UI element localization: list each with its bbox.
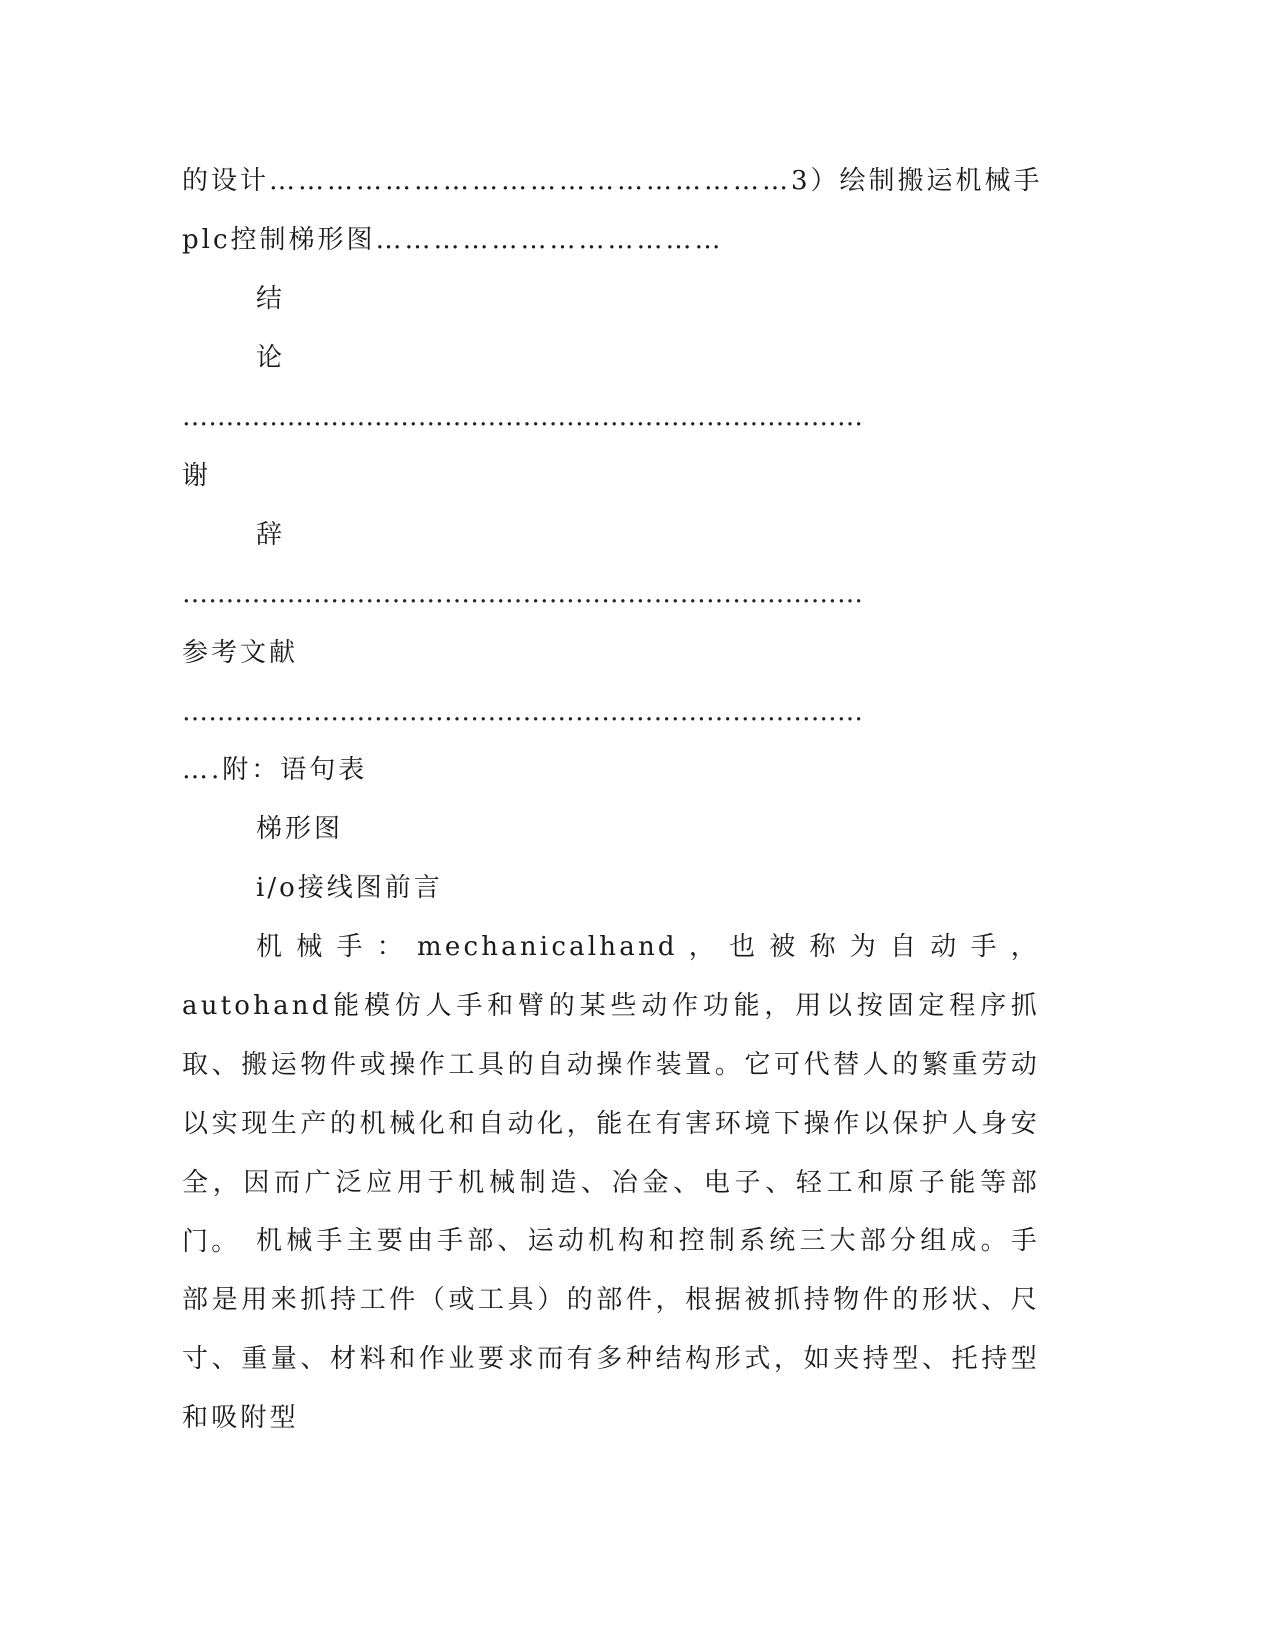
toc-thanks-char-1: 谢 — [182, 461, 212, 491]
toc-leader-dots: …………………………………………………………………… — [182, 697, 864, 727]
toc-conclusion-char-1: 结 — [256, 284, 286, 314]
body-paragraph-1: 机械手：mechanicalhand，也被称为自动手，autohand能模仿人手和臂的某些动作功能，用以按固定程序抓取、搬运物件或操作工具的自动操作装置。它可代替人的繁重劳动以实现生产的机械化和自动化，能在有害环境下操作以保护人身安全，因而广泛应用于机械制造、冶金、电子、轻工和原子能等部门。 — [182, 932, 1040, 1257]
toc-appendix-statements: ….附：语句表 — [182, 755, 368, 785]
toc-io-wiring-preface: i/o接线图前言 — [256, 873, 443, 903]
body-paragraph-2: 机械手主要由手部、运动机构和控制系统三大部分组成。手部是用来抓持工件（或工具）的部件，根据被抓持物件的形状、尺寸、重量、材料和作业要求而有多种结构形式，如夹持型、托持型和吸附型 — [182, 1226, 1040, 1433]
toc-line-design: 的设计………………………………………………3）绘制搬运机械手 — [182, 166, 1043, 196]
toc-thanks-char-2: 辞 — [256, 520, 286, 550]
toc-references: 参考文献 — [182, 638, 299, 668]
toc-leader-dots: …………………………………………………………………… — [182, 579, 864, 609]
toc-ladder-diagram: 梯形图 — [256, 814, 344, 844]
toc-line-plc-ladder: plc控制梯形图……………………………… — [182, 225, 724, 255]
toc-leader-dots: …………………………………………………………………… — [182, 402, 864, 432]
toc-conclusion-char-2: 论 — [256, 343, 286, 373]
